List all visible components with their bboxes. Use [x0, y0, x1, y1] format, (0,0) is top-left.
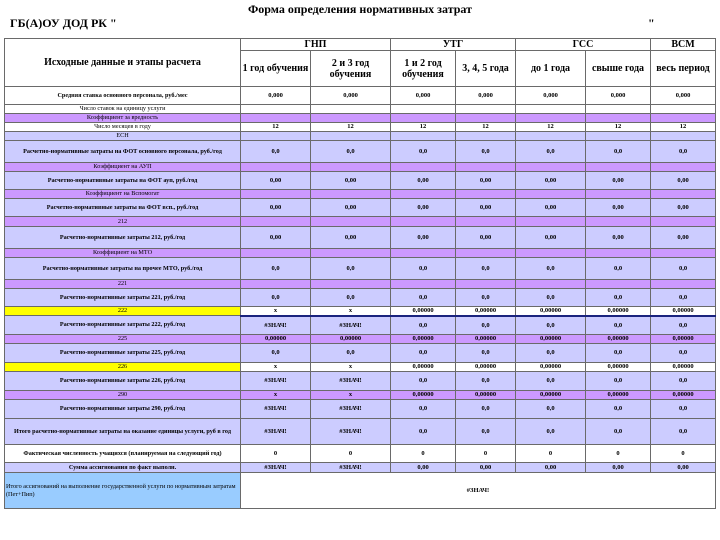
value-cell: 0,0 [456, 419, 516, 445]
value-cell: 0,0 [391, 258, 456, 280]
first-header-cell: Исходные данные и этапы расчета [5, 39, 241, 87]
value-cell: 0,000 [391, 87, 456, 105]
value-cell [651, 105, 716, 114]
value-cell: 0,0 [391, 400, 456, 419]
row-label: Расчетно-нормативные затраты на прочее МТО, руб./год [5, 258, 241, 280]
value-cell: 0,0 [456, 400, 516, 419]
value-cell: x [241, 363, 311, 372]
value-cell: 0,00 [456, 227, 516, 249]
value-cell [651, 249, 716, 258]
value-cell [516, 105, 586, 114]
value-cell: 12 [391, 123, 456, 132]
value-cell [586, 114, 651, 123]
value-cell: 0,0 [586, 141, 651, 163]
row-label: Расчетно-нормативные затраты 212, руб./год [5, 227, 241, 249]
value-cell [311, 163, 391, 172]
value-cell: 0,0 [651, 400, 716, 419]
value-cell: 0,0 [456, 344, 516, 363]
value-cell: 0,00000 [456, 307, 516, 316]
table-row [5, 307, 716, 316]
value-cell: 0,0 [516, 141, 586, 163]
value-cell: 0,0 [651, 289, 716, 307]
group-header: ГНП [241, 39, 391, 51]
table-row [5, 316, 716, 335]
value-cell: 0,000 [586, 87, 651, 105]
value-cell: 0 [516, 445, 586, 463]
column-header: 1 и 2 год обучения [391, 51, 456, 87]
table-row [5, 190, 716, 199]
value-cell: #ЗНАЧ! [241, 316, 311, 335]
cost-table [4, 38, 716, 509]
value-cell [456, 249, 516, 258]
table-row [5, 141, 716, 163]
value-cell [586, 132, 651, 141]
value-cell: 0,00000 [516, 363, 586, 372]
value-cell [516, 280, 586, 289]
table-row [5, 400, 716, 419]
value-cell: 0,00 [586, 227, 651, 249]
row-label: Расчетно-нормативные затраты 225, руб./год [5, 344, 241, 363]
row-label: Фактическая численность учащихся (планируемая на следующий год) [5, 445, 241, 463]
table-row [5, 105, 716, 114]
value-cell: 0,00 [516, 463, 586, 473]
value-cell [651, 114, 716, 123]
group-header: ГСС [516, 39, 651, 51]
value-cell: 0,000 [241, 87, 311, 105]
value-cell [391, 105, 456, 114]
row-label: Коэффициент на Вспомогат [5, 190, 241, 199]
value-cell [311, 132, 391, 141]
value-cell [516, 249, 586, 258]
value-cell [241, 217, 311, 227]
row-label: Расчетно-нормативные затраты 226, руб./год [5, 372, 241, 391]
value-cell: 0,00000 [391, 335, 456, 344]
form-title: Форма определения нормативных затрат [248, 2, 472, 16]
value-cell: x [311, 363, 391, 372]
value-cell: 0,00000 [391, 363, 456, 372]
value-cell: 0,00000 [651, 335, 716, 344]
value-cell: 0,00 [311, 227, 391, 249]
value-cell: #ЗНАЧ! [311, 419, 391, 445]
value-cell: 0,00000 [516, 335, 586, 344]
value-cell: 0,00 [456, 199, 516, 217]
value-cell: #ЗНАЧ! [311, 400, 391, 419]
value-cell: 0,00000 [586, 335, 651, 344]
column-header: до 1 года [516, 51, 586, 87]
value-cell: 0,0 [516, 372, 586, 391]
value-cell: 0,00 [516, 199, 586, 217]
group-header: ВСМ [651, 39, 716, 51]
value-cell: 0,0 [311, 141, 391, 163]
row-label: ЕСН [5, 132, 241, 141]
value-cell [391, 249, 456, 258]
value-cell: 0,0 [241, 258, 311, 280]
value-cell: 0,0 [651, 344, 716, 363]
value-cell: 0,00000 [241, 335, 311, 344]
column-header: 1 год обучения [241, 51, 311, 87]
row-label: 226 [5, 363, 241, 372]
value-cell: #ЗНАЧ! [311, 316, 391, 335]
value-cell: 0,000 [516, 87, 586, 105]
value-cell [456, 217, 516, 227]
value-cell: x [311, 391, 391, 400]
value-cell [241, 190, 311, 199]
value-cell: 0,00 [241, 172, 311, 190]
value-cell: 0,0 [456, 289, 516, 307]
table-row [5, 249, 716, 258]
value-cell: 0,0 [586, 289, 651, 307]
value-cell: 0 [586, 445, 651, 463]
value-cell [241, 249, 311, 258]
value-cell: #ЗНАЧ! [241, 372, 311, 391]
value-cell: #ЗНАЧ! [311, 372, 391, 391]
value-cell: 0,0 [651, 419, 716, 445]
value-cell: 0,0 [516, 289, 586, 307]
row-label: Число месяцев в году [5, 123, 241, 132]
row-label: Расчетно-нормативные затраты 290, руб./год [5, 400, 241, 419]
value-cell: 0,0 [586, 419, 651, 445]
value-cell [516, 132, 586, 141]
value-cell [391, 280, 456, 289]
value-cell [241, 132, 311, 141]
organization-quote-mark: " [648, 16, 655, 30]
value-cell: 0,0 [516, 344, 586, 363]
row-label: 212 [5, 217, 241, 227]
value-cell: 0,00000 [391, 391, 456, 400]
value-cell: 0,00 [456, 172, 516, 190]
value-cell: 0,00 [651, 463, 716, 473]
value-cell: 0,0 [586, 372, 651, 391]
value-cell: 0,00000 [651, 307, 716, 316]
value-cell: 0,00000 [651, 363, 716, 372]
value-cell: 0,00000 [516, 391, 586, 400]
value-cell: 0,00 [516, 227, 586, 249]
value-cell: 0,00 [651, 172, 716, 190]
column-header: весь период [651, 51, 716, 87]
table-row [5, 463, 716, 473]
table-row [5, 258, 716, 280]
value-cell: 0,00 [311, 199, 391, 217]
value-cell: 0,0 [391, 372, 456, 391]
table-row [5, 172, 716, 190]
value-cell: 0,00 [456, 463, 516, 473]
value-cell: 0 [311, 445, 391, 463]
value-cell: 0,0 [241, 141, 311, 163]
value-cell: 0,0 [516, 400, 586, 419]
value-cell: 0,0 [456, 141, 516, 163]
value-cell [241, 114, 311, 123]
value-cell: 0,0 [651, 316, 716, 335]
value-cell: x [241, 307, 311, 316]
table-row [5, 280, 716, 289]
value-cell: 0,00000 [456, 391, 516, 400]
value-cell: 12 [241, 123, 311, 132]
table-row [5, 227, 716, 249]
table-row [5, 217, 716, 227]
value-cell [586, 163, 651, 172]
table-row [5, 445, 716, 463]
value-cell: 0,00000 [586, 307, 651, 316]
final-value: #ЗНАЧ! [241, 473, 716, 509]
value-cell: 0,00000 [586, 363, 651, 372]
value-cell [391, 217, 456, 227]
row-label: Итого ассигнований на выполнение государственной услуги по нормативным затратам (Пет+Пип) [5, 473, 241, 509]
value-cell: 0,0 [391, 289, 456, 307]
table-row-final [5, 473, 716, 509]
table-row [5, 87, 716, 105]
value-cell [651, 217, 716, 227]
row-label: 225 [5, 335, 241, 344]
value-cell: 12 [516, 123, 586, 132]
value-cell [516, 190, 586, 199]
value-cell [456, 114, 516, 123]
value-cell: 0,0 [241, 289, 311, 307]
value-cell: #ЗНАЧ! [241, 400, 311, 419]
value-cell [516, 114, 586, 123]
table-row [5, 391, 716, 400]
value-cell [391, 132, 456, 141]
value-cell: 0,00 [391, 227, 456, 249]
table-row [5, 335, 716, 344]
value-cell: 0,00 [391, 172, 456, 190]
value-cell: 0,0 [456, 372, 516, 391]
table-row [5, 199, 716, 217]
value-cell [391, 190, 456, 199]
value-cell: 0 [456, 445, 516, 463]
value-cell: 0,00 [586, 172, 651, 190]
value-cell: 0,00 [241, 199, 311, 217]
value-cell: 0,0 [586, 344, 651, 363]
value-cell: x [241, 391, 311, 400]
value-cell: 0,0 [651, 372, 716, 391]
row-label: Коэффициент за вредность [5, 114, 241, 123]
value-cell [651, 163, 716, 172]
row-label: Итого расчетно-нормативные затраты на оказание единицы услуги, руб в год [5, 419, 241, 445]
value-cell [391, 114, 456, 123]
value-cell: 0,00000 [651, 391, 716, 400]
row-label: Расчетно-нормативные затраты на ФОТ ауп, руб./год [5, 172, 241, 190]
table-row [5, 419, 716, 445]
value-cell [516, 163, 586, 172]
row-label: Коэффициент на АУП [5, 163, 241, 172]
value-cell: 12 [651, 123, 716, 132]
row-label: Расчетно-нормативные затраты 222, руб./год [5, 316, 241, 335]
value-cell: 0,0 [391, 419, 456, 445]
value-cell [241, 280, 311, 289]
column-header: 3, 4, 5 года [456, 51, 516, 87]
value-cell: 0,0 [241, 344, 311, 363]
value-cell: 0,00 [391, 463, 456, 473]
value-cell [651, 132, 716, 141]
value-cell: 0,00000 [311, 335, 391, 344]
column-header: 2 и 3 год обучения [311, 51, 391, 87]
table-row [5, 132, 716, 141]
value-cell: 12 [586, 123, 651, 132]
table-row [5, 114, 716, 123]
row-label: Расчетно-нормативные затраты на ФОТ основного персонала, руб./год [5, 141, 241, 163]
value-cell [586, 280, 651, 289]
organization-name: ГБ(А)ОУ ДОД РК " [10, 16, 117, 30]
row-label: Средняя ставка основного персонала, руб./мес [5, 87, 241, 105]
value-cell [311, 114, 391, 123]
value-cell: 0,000 [651, 87, 716, 105]
row-label: Коэффициент на МТО [5, 249, 241, 258]
value-cell: 0,00 [651, 199, 716, 217]
value-cell: 0,0 [311, 344, 391, 363]
value-cell: 0 [391, 445, 456, 463]
value-cell: 0,00 [586, 199, 651, 217]
value-cell: 0,0 [311, 258, 391, 280]
column-header: свыше года [586, 51, 651, 87]
table-row [5, 363, 716, 372]
value-cell [651, 190, 716, 199]
value-cell [456, 190, 516, 199]
value-cell: 0,000 [311, 87, 391, 105]
value-cell [311, 217, 391, 227]
value-cell: 0,00 [516, 172, 586, 190]
value-cell: 12 [456, 123, 516, 132]
value-cell [456, 132, 516, 141]
value-cell [586, 249, 651, 258]
row-label: 290 [5, 391, 241, 400]
row-label: Сумма ассигнования по факт выполн. [5, 463, 241, 473]
value-cell: 0,000 [456, 87, 516, 105]
value-cell: x [311, 307, 391, 316]
value-cell: 0,0 [516, 419, 586, 445]
value-cell: 0,0 [586, 258, 651, 280]
value-cell: 0,0 [586, 400, 651, 419]
value-cell: 0,00 [391, 199, 456, 217]
value-cell: 0,0 [456, 258, 516, 280]
value-cell [586, 217, 651, 227]
value-cell: 12 [311, 123, 391, 132]
value-cell: 0,0 [391, 141, 456, 163]
value-cell: 0,0 [391, 344, 456, 363]
table-body [5, 87, 716, 509]
value-cell: 0,0 [651, 258, 716, 280]
table-row [5, 372, 716, 391]
value-cell: 0,00000 [456, 363, 516, 372]
group-header: УТГ [391, 39, 516, 51]
value-cell: 0,0 [456, 316, 516, 335]
value-cell: 0,00 [586, 463, 651, 473]
value-cell: 0,00 [311, 172, 391, 190]
value-cell: 0,0 [516, 316, 586, 335]
value-cell [311, 190, 391, 199]
value-cell: 0,0 [651, 141, 716, 163]
value-cell: 0,00000 [391, 307, 456, 316]
row-label: 221 [5, 280, 241, 289]
value-cell [241, 105, 311, 114]
row-label: Расчетно-нормативные затраты 221, руб./год [5, 289, 241, 307]
value-cell: #ЗНАЧ! [311, 463, 391, 473]
value-cell: 0 [241, 445, 311, 463]
value-cell [311, 105, 391, 114]
value-cell: #ЗНАЧ! [241, 463, 311, 473]
table-row [5, 344, 716, 363]
value-cell: 0,0 [391, 316, 456, 335]
value-cell: #ЗНАЧ! [241, 419, 311, 445]
value-cell: 0,00000 [456, 335, 516, 344]
value-cell [586, 190, 651, 199]
value-cell: 0,0 [311, 289, 391, 307]
value-cell: 0,0 [516, 258, 586, 280]
value-cell [311, 249, 391, 258]
value-cell [311, 280, 391, 289]
table-row [5, 289, 716, 307]
row-label: Число ставок на единицу услуги [5, 105, 241, 114]
value-cell: 0,00 [651, 227, 716, 249]
value-cell: 0,00000 [516, 307, 586, 316]
value-cell: 0,00 [241, 227, 311, 249]
value-cell [456, 163, 516, 172]
value-cell [516, 217, 586, 227]
table-row [5, 163, 716, 172]
value-cell [456, 105, 516, 114]
value-cell: 0 [651, 445, 716, 463]
table-row [5, 123, 716, 132]
value-cell [456, 280, 516, 289]
value-cell [241, 163, 311, 172]
value-cell [651, 280, 716, 289]
value-cell: 0,00000 [586, 391, 651, 400]
value-cell: 0,0 [586, 316, 651, 335]
value-cell [586, 105, 651, 114]
row-label: Расчетно-нормативные затраты на ФОТ всп., руб./год [5, 199, 241, 217]
row-label: 222 [5, 307, 241, 316]
value-cell [391, 163, 456, 172]
